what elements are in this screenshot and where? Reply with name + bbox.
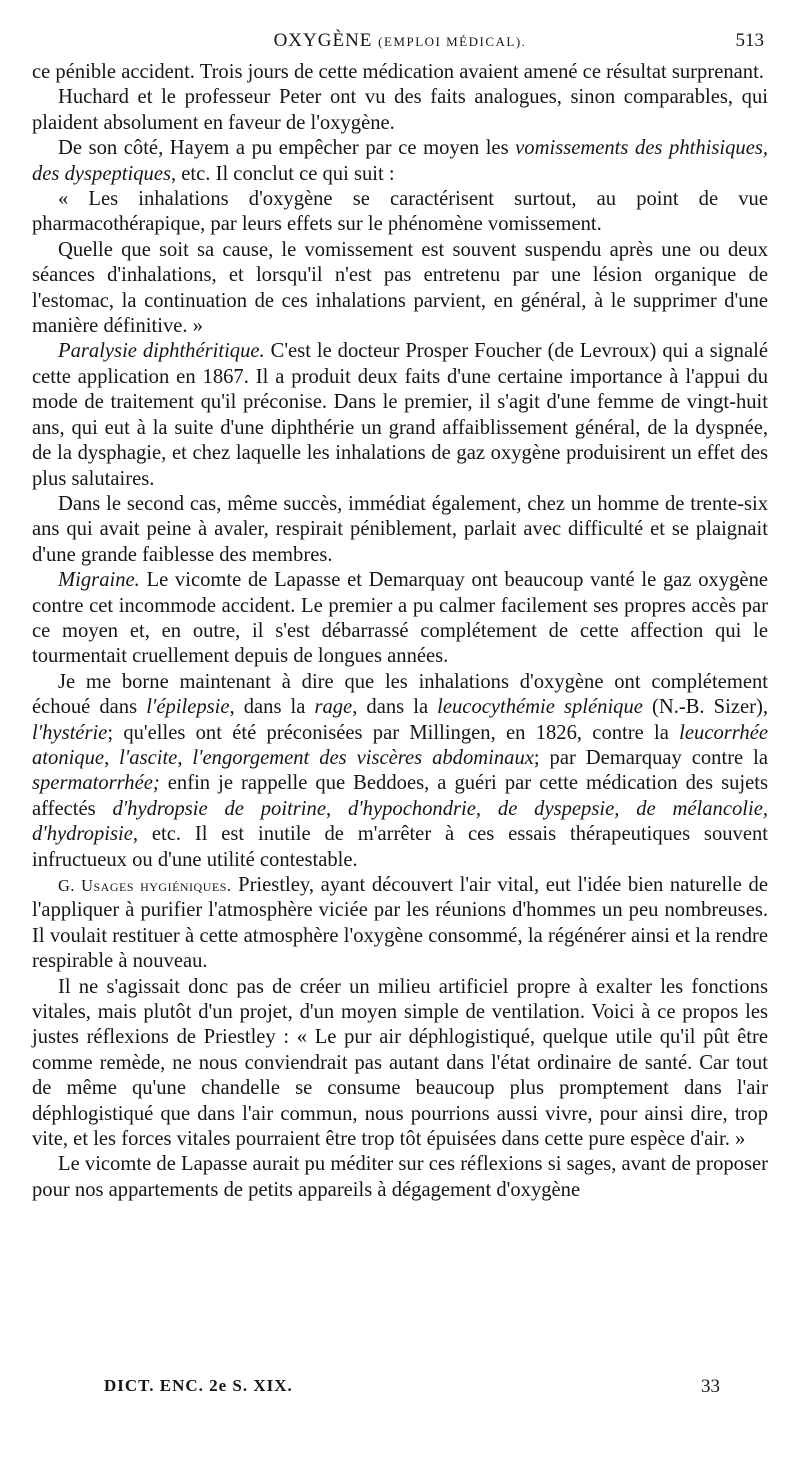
text-run: Le vicomte de Lapasse et Demarquay ont beaucoup vanté le gaz oxygène contre cet incommode accident. Le premier a pu calmer facilement ses propres accès par ce moyen et, en outre, il s'est débarrassé complétement de cette affection qui le tourmentait cruellement depuis de longues années. <box>32 569 768 668</box>
text-run: , etc. Il conclut ce qui suit : <box>170 162 395 185</box>
running-title <box>32 30 768 52</box>
section-heading: G. Usages hygiéniques. <box>58 876 232 895</box>
text-run: ; qu'elles ont été préconisées par Millingen, en 1826, contre la <box>107 721 680 744</box>
paragraph <box>32 975 768 1153</box>
text-run: , dans la <box>352 696 438 719</box>
text-run: Le vicomte de Lapasse aurait pu méditer sur ces réflexions si sages, avant de proposer pour nos appartements de petits appareils à dégagement d'oxygène <box>32 1153 768 1201</box>
text-run: Il ne s'agissait donc pas de créer un milieu artificiel propre à exalter les fonctions vitales, mais plutôt d'un projet, d'un moyen simple de ventilation. Voici à ce propos les justes réflexions de Priestley : « Le pur air déphlogistiqué, quelque utile qu'il pût être comme remède, ne nous conviendrait pas autant dans l'état ordinaire de santé. Car tout de même qu'une chandelle se consume beaucoup plus promptement dans l'air déphlogistiqué que dans l'air commun, nous pourrions aussi vivre, pour ainsi dire, trop vite, et les forces vitales pourraient être trop tôt épuisées dans cette pure espèce d'air. » <box>32 975 768 1151</box>
paragraph <box>32 187 768 238</box>
text-run: C'est le docteur Prosper Foucher (de Levroux) qui a signalé cette application en 1867. Il a produit deux faits d'une certaine importance à l'appui du mode de traitement qu'il préconise. Dans le premier, il s'agit d'une femme de vingt-huit ans, qui eut à la suite d'une diphthérie un grand affaiblissement général, de la dyspnée, de la dysphagie, et chez laquelle les inhalations de gaz oxygène produisirent un effet des plus salutaires. <box>32 340 768 490</box>
paragraph <box>32 568 768 670</box>
header-title: OXYGÈNE <box>273 30 373 51</box>
page-number: 513 <box>735 30 764 51</box>
body-text <box>32 60 768 1203</box>
paragraph <box>32 873 768 975</box>
italic-term: leucocythémie splénique <box>437 696 643 719</box>
paragraph <box>32 136 768 187</box>
italic-term: rage <box>314 696 353 719</box>
text-run: « Les inhalations d'oxygène se caractérisent surtout, au point de vue pharmacothérapique, par leurs effets sur le phénomène vomissement. <box>32 188 768 236</box>
italic-term: l'ascite <box>119 746 178 769</box>
text-run: , <box>325 797 348 820</box>
printer-signature: DICT. ENC. 2e S. XIX. <box>104 1376 293 1395</box>
italic-term: Migraine. <box>58 569 140 592</box>
sheet-number: 33 <box>701 1376 720 1397</box>
text-run: , <box>104 746 120 769</box>
paragraph <box>32 60 768 85</box>
text-run: Quelle que soit sa cause, le vomissement est souvent suspendu après une ou deux séances d'inhalations, et lorsqu'il n'est pas entretenu par une lésion organique de l'estomac, la continuation de ces inhalations parvient, en général, à le supprimer d'une manière définitive. » <box>32 238 768 338</box>
italic-term: l'engorgement des viscères abdominaux <box>192 746 534 769</box>
text-run: ; par Demarquay contre la <box>533 746 768 769</box>
text-run: ce pénible accident. Trois jours de cette médication avaient amené ce résultat surprenant. <box>32 61 764 83</box>
paragraph <box>32 85 768 136</box>
italic-term: d'hypochondrie, de dyspepsie, de mélancolie, d'hydropisie <box>32 797 768 846</box>
italic-term: spermatorrhée; <box>32 772 160 795</box>
page-footer <box>32 1376 768 1404</box>
text-run: Priestley, ayant découvert l'air vital, eut l'idée bien naturelle de l'appliquer à purifier l'atmosphère viciée par les réunions d'hommes un peu nombreuses. Il voulait restituer à cette atmosphère l'oxygène consommé, la régénérer ainsi et la rendre respirable à nouveau. <box>32 874 768 973</box>
italic-term: l'hystérie <box>32 721 108 744</box>
text-run: , <box>177 746 193 769</box>
italic-term: leucorrhée atonique <box>32 721 768 769</box>
header-subtitle: (EMPLOI MÉDICAL). <box>378 34 527 49</box>
italic-term: l'épilepsie <box>146 696 230 719</box>
paragraph <box>32 238 768 340</box>
paragraph <box>32 670 768 873</box>
italic-term: Paralysie diphthéritique. <box>58 340 265 363</box>
text-run: Je me borne maintenant à dire que les inhalations d'oxygène ont complétement échoué dans <box>32 670 768 719</box>
text-run: (N.-B. Sizer), <box>642 696 768 719</box>
italic-term: d'hydropsie de poitrine <box>112 797 326 820</box>
text-run: De son côté, Hayem a pu empêcher par ce moyen les <box>58 137 516 160</box>
text-run: , etc. Il est inutile de m'arrêter à ces essais thérapeutiques souvent infructueux ou d'une utilité contestable. <box>32 823 768 871</box>
text-run: , dans la <box>229 696 315 719</box>
text-run: Huchard et le professeur Peter ont vu des faits analogues, sinon comparables, qui plaident absolument en faveur de l'oxygène. <box>32 86 768 134</box>
text-run: Dans le second cas, même succès, immédiat également, chez un homme de trente-six ans qui avait peine à avaler, respirait péniblement, parlait avec difficulté et se plaignait d'une grande faiblesse des membres. <box>32 492 768 566</box>
running-header <box>32 30 768 56</box>
text-run: enfin je rappelle que Beddoes, a guéri par cette médication des sujets affectés <box>32 772 768 820</box>
paragraph <box>32 492 768 568</box>
italic-term: vomissements des phthisiques, des dyspeptiques <box>32 137 768 185</box>
paragraph <box>32 339 768 491</box>
paragraph <box>32 1152 768 1203</box>
